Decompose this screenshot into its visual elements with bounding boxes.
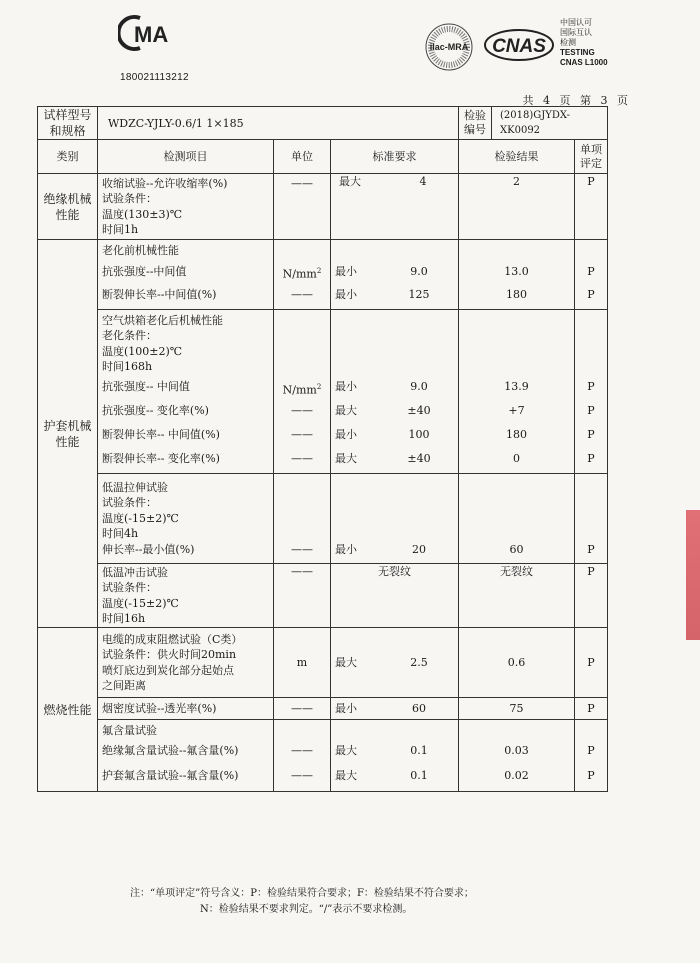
col-item: 检测项目 [98,140,274,174]
verdict-cell: P [575,564,608,628]
item-text: 烟密度试验--透光率(%) [98,698,274,720]
unit-cell: $N/mm^2$ [282,266,322,281]
unit-cell: —— [291,427,313,441]
footnote-line: 注：“单项评定”符号含义：P：检验结果符合要求；F：检验结果不符合要求； [130,888,474,899]
item-text: 断裂伸长率-- 中间值(%) [102,427,220,441]
result-cell: 180 [506,427,527,441]
result-cell: 75 [459,698,575,720]
std-value: 0.1 [410,744,428,758]
col-verdict: 单项评定 [575,140,608,174]
std-key: 最小 [335,264,357,278]
item-text: 绝缘氟含量试验--氟含量(%) [102,744,239,758]
result-cell: 0.02 [504,769,529,783]
result-cell: 2 [459,174,575,240]
cnas-line: 国际互认 [560,28,592,37]
report-value: (2018)GJYDX-XK0092 [500,110,571,136]
item-text: 温度(-15±2)℃ [102,596,179,610]
unit-cell: —— [291,403,313,417]
std-value: 0.1 [410,769,428,783]
cnas-logo [484,28,554,62]
report-label: 检验编号 [459,107,492,139]
item-text: 喷灯底边到炭化部分起始点 [102,663,234,677]
item-text: 之间距离 [102,679,146,692]
std-key: 最大 [339,175,361,188]
item-text: 断裂伸长率--中间值(%) [102,287,217,301]
header-row [38,140,608,174]
item-text: 试验条件： [102,192,157,205]
unit-cell: $N/mm^2$ [282,382,322,397]
certificate-number: 180021113212 [120,72,189,83]
verdict-cell: P [587,744,595,758]
std-value: 无裂纹 [331,564,459,628]
result-cell: +7 [508,403,525,417]
result-cell: 0.03 [504,744,529,758]
cnas-line: TESTING [560,48,595,57]
table-row [38,174,608,240]
cma-logo [118,14,178,52]
item-text: 老化前机械性能 [102,244,179,258]
std-key: 最大 [335,656,357,669]
result-cell: 无裂纹 [459,564,575,628]
std-value: 2.5 [410,656,428,669]
item-text: 抗张强度-- 变化率(%) [102,403,209,417]
item-text: 断裂伸长率-- 变化率(%) [102,451,220,465]
std-key: 最大 [335,744,357,758]
std-key: 最小 [335,702,357,715]
item-text: 伸长率--最小值(%) [102,542,195,556]
std-value: 4 [419,175,427,188]
test-results-table [37,106,608,792]
verdict-cell: P [587,769,595,783]
result-cell: 180 [506,287,527,301]
std-key: 最大 [335,403,357,417]
std-value: ±40 [407,403,431,417]
item-text: 试验条件：供火时间20min [102,648,237,661]
unit-cell: —— [291,287,313,301]
std-value: 9.0 [410,379,428,393]
std-key: 最小 [335,287,357,301]
result-cell: 0 [513,451,520,465]
table-row [38,474,608,564]
item-text: 时间4h [102,527,139,541]
item-text: 抗张强度--中间值 [102,264,187,278]
verdict-cell: P [587,379,595,393]
table-row [38,720,608,792]
unit-cell: —— [274,564,331,628]
item-text: 温度(130±3)℃ [102,207,183,221]
verdict-cell: P [587,427,595,441]
result-cell: 60 [459,474,575,564]
item-text: 试验条件： [102,581,157,594]
verdict-cell: P [575,174,608,240]
std-value: ±40 [407,451,431,465]
col-result: 检验结果 [459,140,575,174]
std-key: 最小 [335,427,357,441]
item-text: 电缆的成束阻燃试验（C类） [102,632,243,646]
info-row [38,107,608,140]
item-text: 收缩试验--允许收缩率(%) [102,176,228,190]
category-insulation: 绝缘机械性能 [38,174,98,240]
item-text: 时间16h [102,612,146,625]
cnas-logo-text: CNAS [492,36,546,57]
seal-stamp-edge [686,510,700,640]
item-text: 低温拉伸试验 [102,480,168,494]
table-row [38,240,608,310]
std-key: 最大 [335,451,357,465]
footnote [130,886,600,918]
result-cell: 13.9 [504,379,529,393]
std-value: 60 [412,702,426,715]
result-cell: 0.6 [459,628,575,698]
table-row [38,698,608,720]
page-count: 共 4 页 第 3 页 [522,94,628,107]
item-text: 温度(100±2)℃ [102,344,183,358]
unit-cell: —— [291,451,313,465]
cnas-line: 检测 [560,38,576,47]
item-text: 温度(-15±2)℃ [102,511,179,525]
item-text: 氟含量试验 [102,723,157,737]
unit-cell: —— [291,744,313,758]
verdict-cell: P [575,628,608,698]
item-text: 老化条件： [102,329,157,342]
verdict-cell: P [587,403,595,417]
item-text: 护套氟含量试验--氟含量(%) [102,769,239,783]
verdict-cell: P [587,287,595,301]
std-value: 100 [408,427,430,441]
item-text: 试验条件： [102,496,157,510]
result-cell: 13.0 [504,264,529,278]
cnas-line: CNAS L1000 [560,58,608,67]
std-key: 最大 [335,769,357,783]
verdict-cell: P [575,698,608,720]
unit-cell: m [274,628,331,698]
col-category: 类别 [38,140,98,174]
unit-cell: —— [274,698,331,720]
std-value: 9.0 [410,264,428,278]
table-row [38,628,608,698]
std-key: 最小 [335,379,357,393]
col-standard: 标准要求 [331,140,459,174]
verdict-cell: P [575,474,608,564]
item-text: 时间1h [102,223,139,236]
table-row [38,564,608,628]
model-value: WDZC-YJLY-0.6/1 1×185 [98,107,459,140]
category-combustion: 燃烧性能 [38,628,98,792]
category-sheath: 护套机械性能 [38,240,98,628]
unit-cell: —— [291,769,313,783]
std-value: 125 [408,287,430,301]
item-text: 低温冲击试验 [102,565,168,579]
std-key: 最小 [335,543,357,556]
col-unit: 单位 [274,140,331,174]
ilac-logo-text: ilac-MRA [429,42,469,52]
verdict-cell: P [587,451,595,465]
item-text: 空气烘箱老化后机械性能 [102,313,223,327]
item-text: 抗张强度-- 中间值 [102,379,190,393]
ilac-mra-logo [418,22,480,72]
cnas-line: 中国认可 [560,18,592,27]
table-row [38,310,608,474]
cnas-accreditation-text [560,18,608,68]
footnote-line: N：检验结果不要求判定。“/”表示不要求检测。 [200,904,413,915]
std-value: 20 [412,543,426,556]
verdict-cell: P [587,264,595,278]
cma-logo-text: MA [134,22,169,47]
unit-cell: —— [274,474,331,564]
unit-cell: —— [274,174,331,240]
model-label: 试样型号和规格 [38,107,98,140]
item-text: 时间168h [102,360,153,373]
